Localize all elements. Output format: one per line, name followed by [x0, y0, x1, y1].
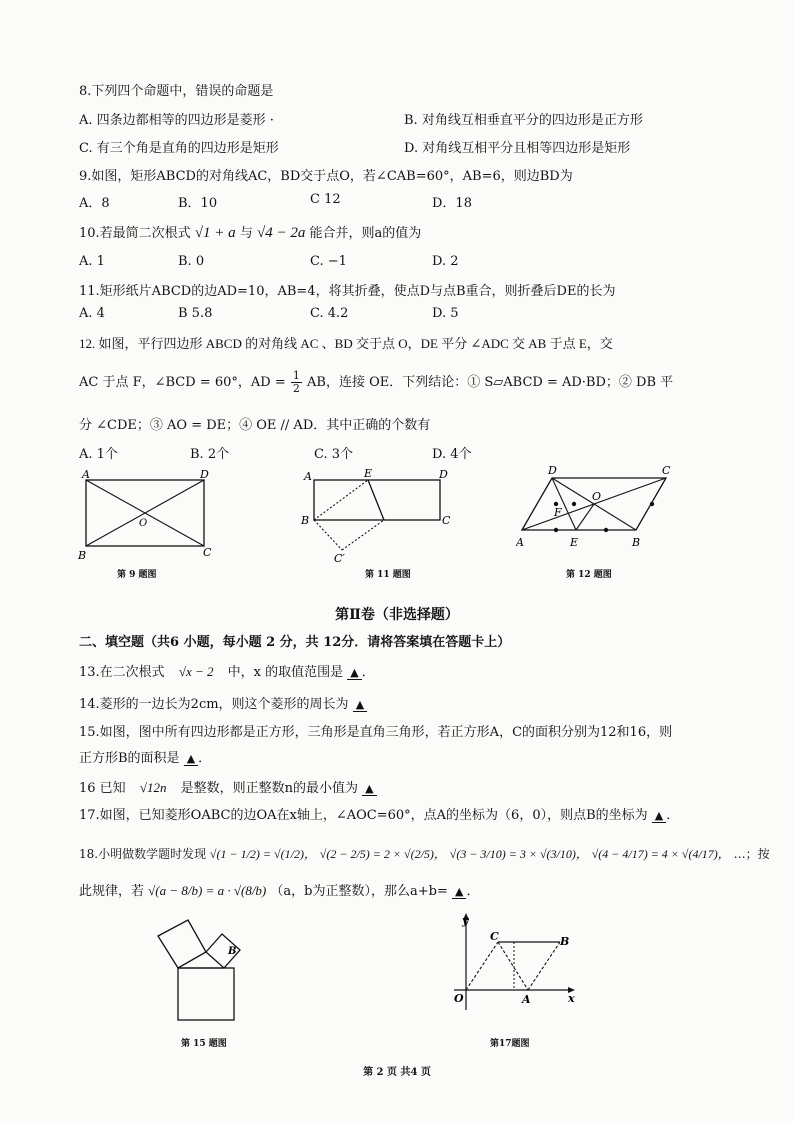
- q17: [79, 804, 679, 823]
- q12-option-c: C. 3个: [314, 447, 354, 462]
- q13: [79, 661, 375, 680]
- page-footer: 第 2 页 共4 页: [363, 1067, 431, 1078]
- q10-radical-1: √1 + a: [194, 225, 236, 241]
- fig11-label-c: C: [442, 514, 451, 527]
- q17-pre: 17.如图，已知菱形OABC的边OA在x轴上，∠AOC=60°，点A的坐标为（6，0），则点B的坐标为: [79, 808, 648, 823]
- fig17-segment-ca: [498, 942, 528, 990]
- fig17-side-oc: [466, 942, 498, 990]
- fig12-label-a: A: [516, 536, 524, 549]
- fig11-label-a: A: [304, 470, 312, 483]
- fig9-caption: 第 9 题图: [117, 570, 157, 580]
- fig17-label-x: x: [568, 992, 575, 1005]
- fig17-side-ab: [528, 942, 560, 990]
- figure-11: [296, 466, 456, 566]
- fig11-fold-line: [368, 480, 384, 520]
- q15-line-1: 15.如图，图中所有四边形都是正方形，三角形是直角三角形，若正方形A，C的面积分别为12和16，则: [79, 725, 673, 740]
- section-2-instructions: 二、填空题（共6 小题，每小题 2 分，共 12分．请将答案填在答题卡上）: [79, 635, 511, 650]
- q9-option-d: D．18: [432, 196, 472, 211]
- fig12-label-o: O: [592, 490, 602, 503]
- q8-option-b: B. 对角线互相垂直平分的四边形是正方形: [404, 113, 643, 128]
- fig12-segment-oe: [576, 504, 594, 530]
- fig12-label-f: F: [554, 506, 562, 519]
- fig9-label-o: O: [139, 518, 148, 529]
- q10-stem-pre: 10.若最简二次根式: [79, 226, 191, 241]
- fig9-label-d: D: [200, 468, 209, 481]
- q14-answer-blank: ▲: [353, 699, 367, 712]
- q9-option-a: A．8: [79, 196, 110, 211]
- q18-line-2: [79, 880, 479, 899]
- q10-option-a: A. 1: [79, 254, 105, 269]
- q18-example-2: √(2 − 2/5) = 2 × √(2/5)，: [319, 847, 446, 861]
- q10-option-b: B. 0: [178, 254, 205, 269]
- fig9-label-b: B: [78, 549, 87, 562]
- q12-line-2-pre: AC 于点 F，∠BCD = 60°，AD =: [79, 375, 286, 390]
- fig11-caption: 第 11 题图: [365, 570, 411, 580]
- fig12-tick-mark: [604, 528, 608, 532]
- q18-example-4: √(4 − 4/17) = 4 × √(4/17)，: [591, 847, 730, 861]
- fig15-label-b: B: [228, 946, 237, 957]
- fig15-square-c: [178, 968, 234, 1020]
- fig17-label-b: B: [560, 935, 570, 948]
- section-2-title: 第Ⅱ卷（非选择题）: [335, 607, 459, 623]
- fig15-caption: 第 15 题图: [181, 1039, 227, 1049]
- q18-example-1: √(1 − 1/2) = √(1/2)，: [209, 847, 316, 861]
- fig17-label-c: C: [490, 930, 499, 943]
- fig12-caption: 第 12 题图: [566, 570, 612, 580]
- q9-option-b: B．10: [178, 196, 218, 211]
- q14: [79, 693, 367, 712]
- figure-15: [150, 912, 260, 1030]
- fig17-label-y: y: [462, 914, 469, 927]
- q15-answer-blank: ▲: [184, 753, 198, 766]
- q16-post: 是整数，则正整数n的最小值为: [180, 781, 358, 796]
- q18-example-3: √(3 − 3/10) = 3 × √(3/10)，: [449, 847, 588, 861]
- q13-answer-blank: ▲: [347, 667, 361, 680]
- fig11-segment-be: [314, 480, 368, 520]
- q11-option-a: A. 4: [79, 306, 105, 321]
- q18-line-2-pre: 此规律，若: [79, 884, 145, 899]
- fig11-label-d: D: [439, 468, 448, 481]
- figure-17: [450, 910, 580, 1020]
- fig9-label-a: A: [82, 468, 90, 481]
- q10-option-d: D. 2: [432, 254, 459, 269]
- fig11-segment-bc: [314, 520, 342, 550]
- q10-stem: [79, 222, 421, 242]
- q18-line-2-post: （a，b为正整数），那么a+b=: [270, 884, 448, 899]
- q15-line-2: [79, 747, 211, 766]
- fig11-label-b: B: [301, 514, 310, 527]
- fig11-label-c-prime: C′: [334, 552, 345, 565]
- q16: [79, 777, 377, 796]
- q13-radical: √x − 2: [178, 664, 214, 679]
- q9-option-c: C 12: [310, 192, 341, 207]
- q18-rule: √(a − 8/b) = a · √(8/b): [148, 883, 267, 898]
- q18-answer-blank: ▲: [452, 886, 466, 899]
- q11-option-b: B 5.8: [178, 306, 213, 321]
- figure-12: [516, 462, 676, 558]
- q12-option-d: D. 4个: [432, 447, 472, 462]
- q13-pre: 13.在二次根式: [79, 665, 165, 680]
- q11-stem: 11.矩形纸片ABCD的边AD=10，AB=4，将其折叠，使点D与点B重合，则折叠后DE的长为: [79, 284, 616, 299]
- fig11-segment-cf: [342, 520, 384, 550]
- q15-end: ．: [198, 751, 212, 766]
- q12-option-a: A. 1个: [79, 447, 118, 462]
- q10-stem-post: 能合并，则a的值为: [309, 226, 422, 241]
- q12-option-b: B. 2个: [190, 447, 230, 462]
- q12-fraction: [291, 370, 302, 395]
- q18-tail: …；按: [733, 847, 770, 861]
- q12-line-3: 分 ∠CDE；③ AO = DE；④ OE // AD．其中正确的个数有: [79, 418, 431, 433]
- q8-option-d: D. 对角线互相平分且相等四边形是矩形: [404, 141, 631, 156]
- q14-pre: 14.菱形的一边长为2cm，则这个菱形的周长为: [79, 697, 349, 712]
- fig11-label-e: E: [364, 467, 373, 480]
- q11-option-d: D. 5: [432, 306, 459, 321]
- fig15-square-a: [158, 920, 206, 968]
- q16-radical: √12n: [139, 780, 167, 795]
- q17-end: ．: [666, 808, 680, 823]
- fig12-label-e: E: [570, 536, 579, 549]
- fig12-label-b: B: [632, 536, 641, 549]
- q8-stem: 8.下列四个命题中，错误的命题是: [79, 84, 274, 99]
- fig12-label-c: C: [662, 464, 671, 477]
- q12-fraction-denominator: 2: [292, 382, 300, 395]
- fig17-caption: 第17题图: [490, 1039, 530, 1049]
- fig12-tick-mark: [554, 528, 558, 532]
- fig17-label-a: A: [522, 993, 531, 1006]
- q8-option-c: C. 有三个角是直角的四边形是矩形: [79, 141, 279, 156]
- q12-line-2-post: AB，连接 OE．下列结论：① S▱ABCD = AD·BD；② DB 平: [307, 375, 674, 390]
- q16-pre: 16 已知: [79, 781, 126, 796]
- fig9-label-c: C: [203, 546, 212, 559]
- fig12-tick-mark: [650, 502, 654, 506]
- q12-fraction-numerator: 1: [292, 369, 300, 382]
- q17-answer-blank: ▲: [652, 810, 666, 823]
- figure-9: [76, 466, 226, 562]
- q10-option-c: C. −1: [310, 254, 347, 269]
- fig11-rectangle: [314, 480, 440, 520]
- q8-option-a: A. 四条边都相等的四边形是菱形 ·: [79, 113, 274, 128]
- q18-line-1: [79, 845, 770, 862]
- fig12-tick-mark: [572, 502, 576, 506]
- q13-post: 中，x 的取值范围是: [227, 665, 344, 680]
- q10-radical-2: √4 − 2a: [256, 225, 306, 241]
- q16-answer-blank: ▲: [362, 783, 376, 796]
- q15-line-2-pre: 正方形B的面积是: [79, 751, 180, 766]
- q12-line-1: 12. 如图，平行四边形 ABCD 的对角线 AC 、BD 交于点 O，DE 平分 ∠ADC 交 AB 于点 E，交: [79, 336, 613, 351]
- q9-stem: 9.如图，矩形ABCD的对角线AC，BD交于点O，若∠CAB=60°，AB=6，则边BD为: [79, 169, 573, 184]
- q12-line-2: [79, 370, 673, 395]
- q11-option-c: C. 4.2: [310, 306, 349, 321]
- q18-end: ．: [466, 884, 480, 899]
- fig17-label-o: O: [454, 992, 464, 1005]
- q13-end: ．: [361, 665, 375, 680]
- q18-pre: 18.小明做数学题时发现: [79, 847, 207, 861]
- q10-stem-mid: 与: [239, 226, 253, 241]
- fig12-label-d: D: [548, 464, 557, 477]
